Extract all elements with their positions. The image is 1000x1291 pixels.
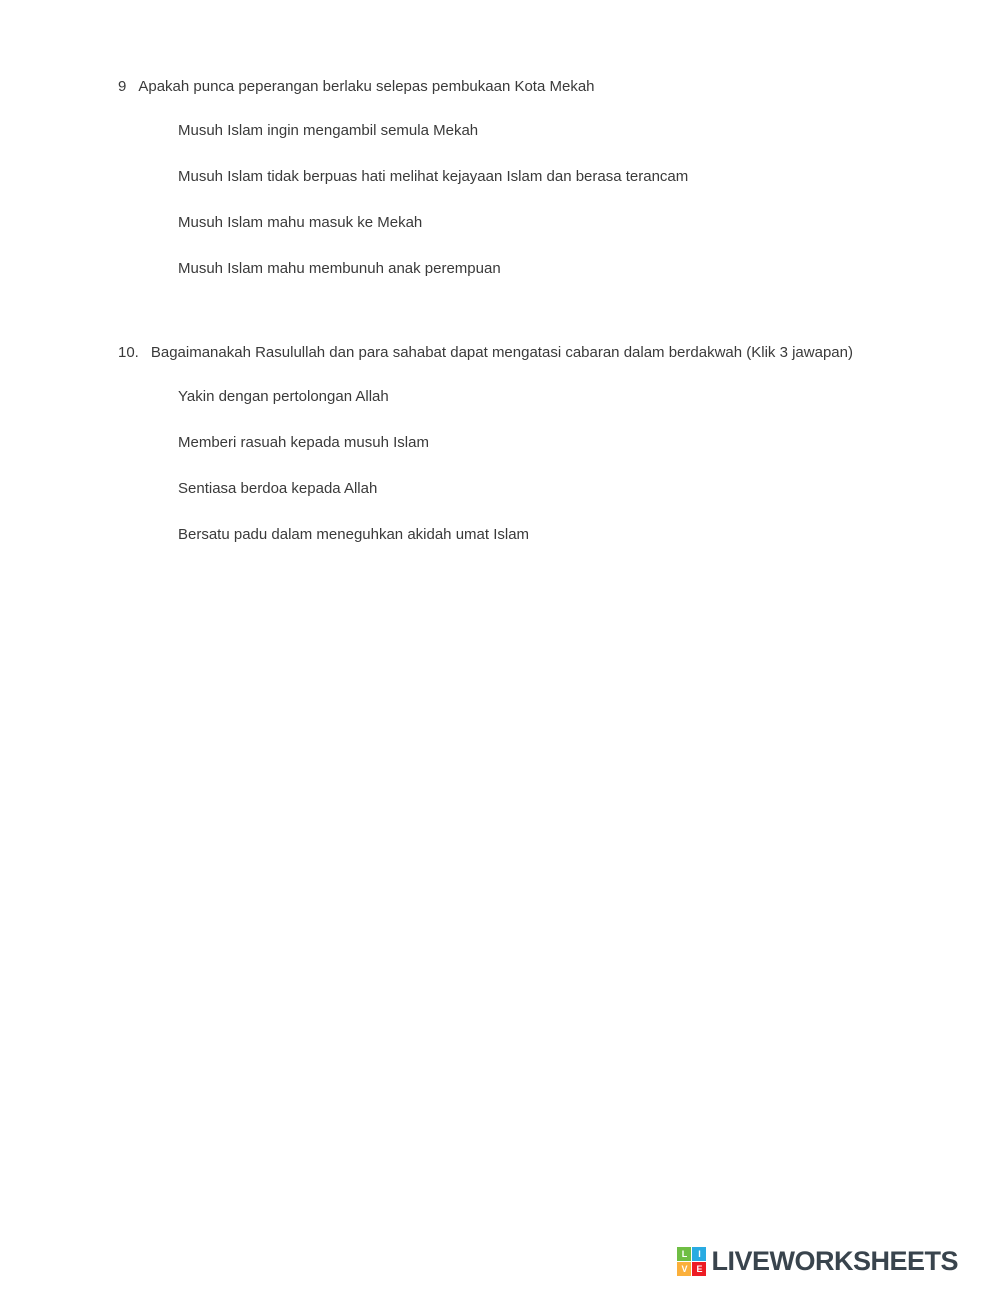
- liveworksheets-grid-icon: [677, 1247, 706, 1276]
- answer-option[interactable]: Yakin dengan pertolongan Allah: [178, 388, 389, 405]
- question-10: [118, 333, 853, 555]
- logo-square-i: I: [692, 1247, 706, 1261]
- logo-square-e: E: [692, 1262, 706, 1276]
- question-title: Apakah punca peperangan berlaku selepas pembukaan Kota Mekah: [138, 78, 595, 95]
- question-9: [118, 67, 853, 289]
- footer: [677, 1246, 958, 1277]
- answer-option[interactable]: Musuh Islam tidak berpuas hati melihat kejayaan Islam dan berasa terancam: [178, 168, 689, 185]
- answer-option[interactable]: Memberi rasuah kepada musuh Islam: [178, 434, 429, 451]
- worksheet-content: [0, 0, 853, 555]
- answer-option[interactable]: Musuh Islam mahu membunuh anak perempuan: [178, 260, 501, 277]
- answer-option[interactable]: Sentiasa berdoa kepada Allah: [178, 480, 378, 497]
- logo-square-l: L: [677, 1247, 691, 1261]
- question-number: 10.: [118, 344, 139, 361]
- answer-option[interactable]: Musuh Islam mahu masuk ke Mekah: [178, 214, 423, 231]
- options-list: [178, 377, 853, 555]
- question-number: 9: [118, 78, 127, 95]
- answer-option[interactable]: Musuh Islam ingin mengambil semula Mekah: [178, 122, 479, 139]
- liveworksheets-logo[interactable]: [677, 1246, 958, 1277]
- question-text: [118, 67, 853, 107]
- options-list: [178, 111, 853, 289]
- brand-text: LIVEWORKSHEETS: [711, 1246, 958, 1276]
- question-title: Bagaimanakah Rasulullah dan para sahabat dapat mengatasi cabaran dalam berdakwah (Klik 3 jawapan): [150, 344, 853, 361]
- question-text: [118, 333, 853, 373]
- logo-square-v: V: [677, 1262, 691, 1276]
- answer-option[interactable]: Bersatu padu dalam meneguhkan akidah umat Islam: [178, 526, 530, 543]
